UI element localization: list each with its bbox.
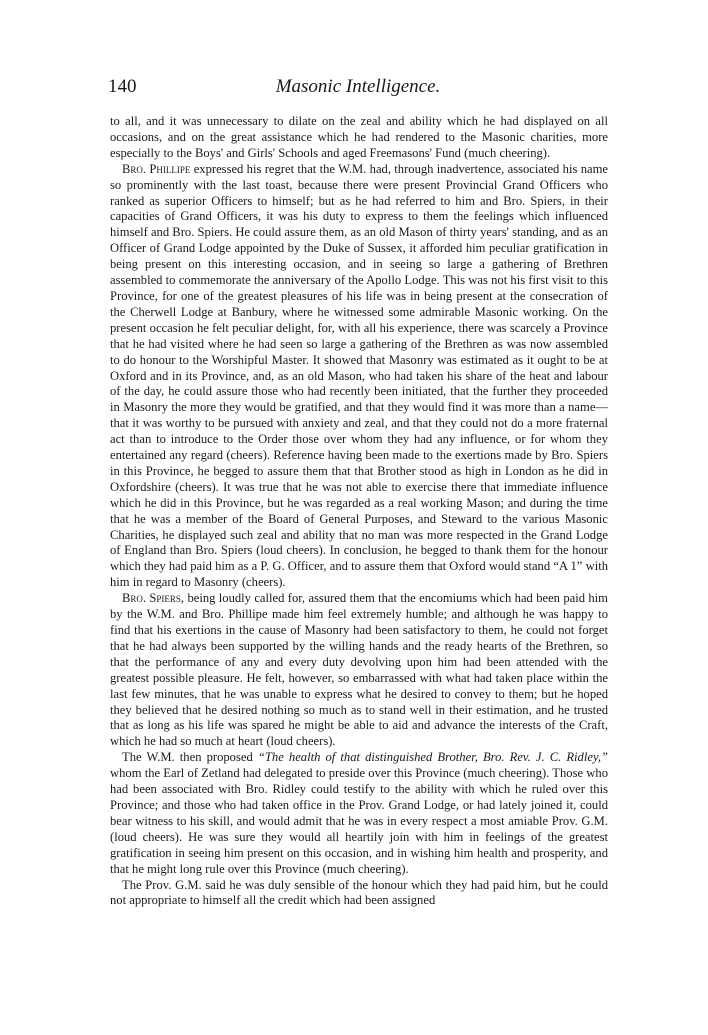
article-body	[110, 114, 608, 909]
paragraph-3	[110, 591, 608, 750]
paragraph-text: being loudly called for, assured them that the encomiums which had been paid him by the W.M. and Bro. Phillipe made him feel extremely humble; and although he was happy to find that his exertions in the cause of Masonry had been satisfactory to them, he could not forget that he had always been supported by the willing hands and the ready hearts of the Brethren, so that the performance of any and every duty devolving upon him had been attended with the greatest possible pleasure. He felt, however, so embarrassed with what had taken place within the last few minutes, that he was unable to express what he desired to convey to them; but he hoped they believed that he desired nothing so much as to stand well in their estimation, and he trusted that as long as his life was spared he might be able to aid and advance the interests of the Craft, which he had so much at heart (loud cheers).	[110, 591, 608, 749]
running-head: Masonic Intelligence.	[275, 76, 441, 97]
paragraph-text: The Prov. G.M. said he was duly sensible of the honour which they had paid him, but he could not appropriate to himself all the credit which had been assigned	[110, 877, 608, 908]
paragraph-text: to all, and it was unnecessary to dilate on the zeal and ability which he had displayed on all occasions, and on the great assistance which he had rendered to the Masonic charities, more especially to the Boys' and Girls' Schools and aged Freemasons' Fund (much cheering).	[110, 114, 608, 160]
speaker-name: Bro. Phillipe	[122, 161, 191, 176]
paragraph-2	[110, 162, 608, 591]
page-header	[108, 76, 608, 102]
page-number: 140	[108, 76, 137, 97]
paragraph-5	[110, 878, 608, 910]
paragraph-text: whom the Earl of Zetland had delegated to preside over this Province (much cheering). Those who had been associated with Bro. Ridley could testify to the ability with which he ruled over this Province; and those who had taken office in the Prov. Grand Lodge, or had lately joined it, could bear witness to his skill, and would admit that he was in every respect a most amiable Prov. G.M. (loud cheers). He was sure they would all heartily join with him in feelings of the greatest gratification in seeing him present on this occasion, and in wishing him health and prosperity, and that he might long rule over this Province (much cheering).	[110, 766, 608, 876]
toast-quote: “The health of that distinguished Brother, Bro. Rev. J. C. Ridley,”	[257, 750, 608, 765]
paragraph-lead: The W.M. then proposed	[122, 750, 258, 765]
paragraph-4	[110, 750, 608, 877]
paragraph-1	[110, 114, 608, 162]
paragraph-text: expressed his regret that the W.M. had, through inadvertence, associated his name so prominently with the last toast, because there were present Provincial Grand Officers who ranked as superior Officers to himself; but as he had referred to him and Bro. Spiers, in their capacities of Grand Officers, it was his duty to express to them the feelings which influenced himself and Bro. Spiers. He could assure them, as an old Mason of thirty years' standing, and as an Officer of Grand Lodge appointed by the Duke of Sussex, it afforded him peculiar gratification in being present on this interesting occasion, and in seeing so large a gathering of Brethren assembled to commemorate the anniversary of the Apollo Lodge. This was not his first visit to this Province, for one of the greatest pleasures of his life was in being present at the consecration of the Cherwell Lodge at Banbury, where he witnessed some admirable Masonic working. On the present occasion he felt peculiar delight, for, with all his experience, there was scarcely a Province that he had visited where he had seen so large a gathering of the Brethren as was now assembled to do honour to the Worshipful Master. It showed that Masonry was estimated as it ought to be at Oxford and in its Province, and, as an old Mason, who had taken his share of the heat and labour of the day, he could assure those who had recently been initiated, that the further they proceeded in Masonry the more they would be gratified, and that they would find it was more than a name—that it was worthy to be pursued with anxiety and zeal, and that they could not do a more fraternal act than to introduce to the Order those over whom they had any influence, or for whom they entertained any regard (cheers). Reference having been made to the exertions made by Bro. Spiers in this Province, he begged to assure them that that Brother stood as high in London as he did in Oxfordshire (cheers). It was true that he was not able to exercise there that immediate influence which he did in this Province, but he was regarded as a real working Mason; and during the time that he was a member of the Board of General Purposes, and Steward to the various Masonic Charities, he displayed such zeal and ability that no man was more respected in the Grand Lodge of England than Bro. Spiers (loud cheers). In conclusion, he begged to thank them for the honour which they had paid him as a P. G. Officer, and to assure them that Oxford would stand “A 1” with him in regard to Masonry (cheers).	[110, 161, 608, 590]
speaker-name: Bro. Spiers,	[122, 591, 185, 606]
